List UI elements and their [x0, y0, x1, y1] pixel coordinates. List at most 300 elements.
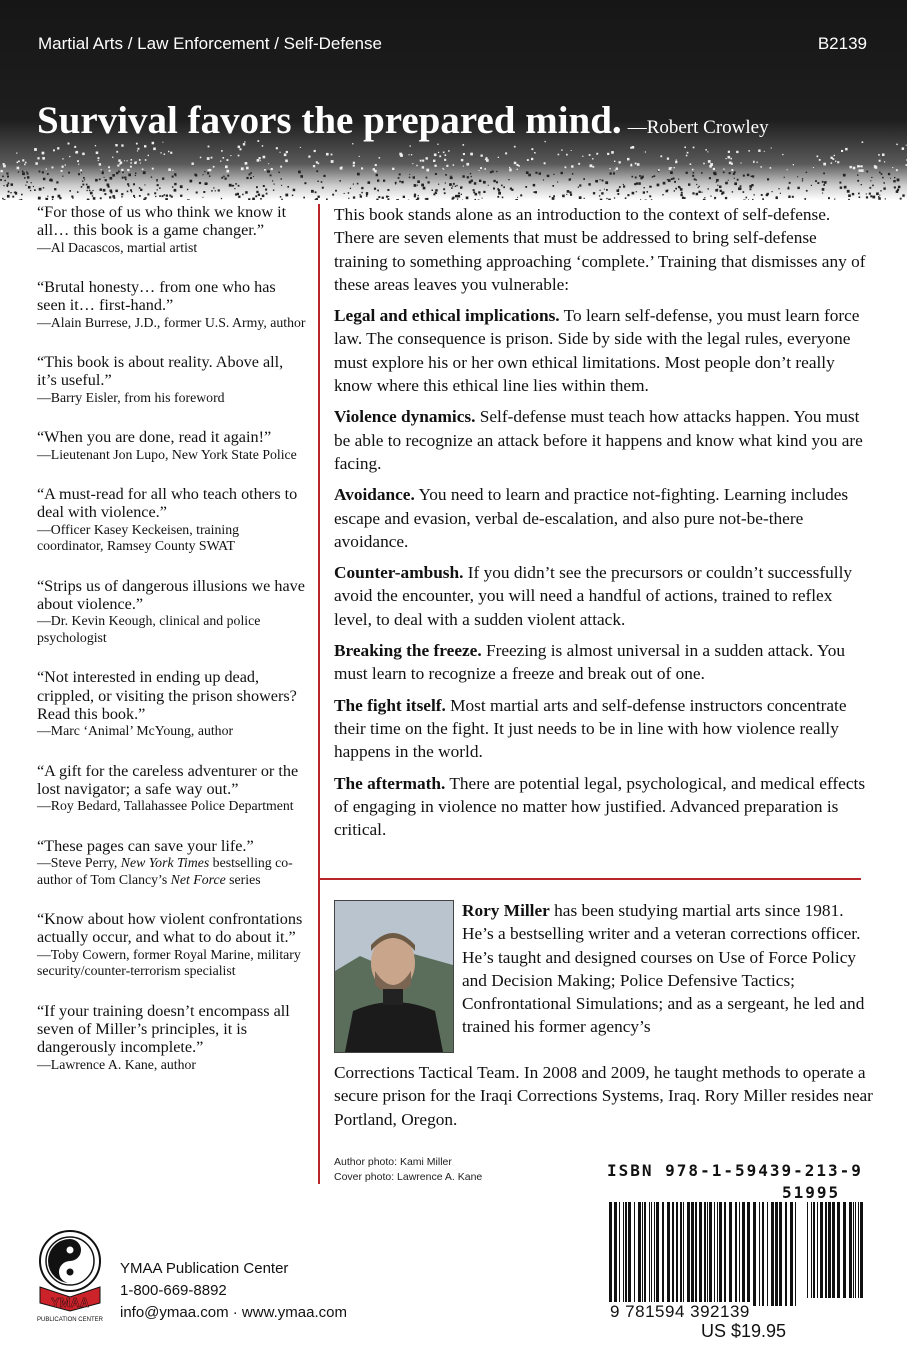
speckle-dot: [900, 198, 902, 200]
speckle-dot: [95, 179, 98, 182]
isbn-text: ISBN 978-1-59439-213-9: [607, 1161, 863, 1180]
speckle-dot: [92, 195, 93, 196]
speckle-dot: [802, 178, 803, 179]
speckle-dot: [24, 164, 26, 166]
speckle-dot: [387, 189, 389, 191]
speckle-dot: [669, 167, 672, 170]
speckle-dot: [709, 177, 711, 179]
speckle-dot: [793, 164, 794, 165]
speckle-dot: [764, 151, 765, 152]
speckle-dot: [461, 159, 463, 161]
speckle-dot: [348, 198, 349, 199]
speckle-dot: [116, 172, 118, 174]
speckle-dot: [445, 154, 447, 156]
speckle-dot: [46, 168, 47, 169]
barcode-bar: [649, 1202, 650, 1306]
speckle-dot: [143, 199, 146, 201]
speckle-dot: [857, 165, 859, 167]
speckle-dot: [680, 194, 682, 196]
speckle-dot: [124, 160, 125, 161]
speckle-dot: [552, 185, 554, 187]
barcode-bar: [767, 1202, 768, 1306]
speckle-dot: [703, 163, 705, 165]
speckle-dot: [331, 160, 334, 163]
speckle-dot: [28, 186, 31, 189]
speckle-dot: [782, 154, 783, 155]
speckle-dot: [72, 197, 73, 198]
speckle-dot: [880, 190, 881, 191]
speckle-dot: [649, 195, 651, 197]
speckle-dot: [890, 178, 891, 179]
barcode-bar: [860, 1202, 863, 1298]
speckle-dot: [701, 192, 702, 193]
speckle-dot: [645, 200, 647, 201]
speckle-dot: [726, 158, 727, 159]
speckle-dot: [122, 177, 124, 179]
speckle-dot: [488, 185, 489, 186]
speckle-dot: [401, 181, 403, 183]
speckle-dot: [848, 194, 851, 197]
speckle-dot: [147, 193, 149, 195]
speckle-dot: [303, 197, 305, 199]
speckle-dot: [245, 162, 248, 165]
author-bio-part1: [462, 899, 872, 1039]
speckle-dot: [841, 150, 843, 152]
speckle-dot: [52, 167, 54, 169]
speckle-dot: [304, 182, 306, 184]
speckle-dot: [0, 179, 2, 181]
speckle-dot: [670, 171, 673, 174]
logo-subtext: PUBLICATION CENTER: [37, 1317, 103, 1323]
speckle-dot: [708, 160, 711, 163]
barcode-bar: [687, 1202, 690, 1306]
speckle-dot: [221, 177, 223, 179]
speckle-dot: [417, 197, 419, 199]
speckle-dot: [238, 146, 241, 149]
speckle-dot: [578, 187, 579, 188]
speckle-dot: [439, 155, 441, 157]
barcode-bar: [855, 1202, 856, 1298]
barcode-bar: [628, 1202, 631, 1306]
speckle-dot: [673, 178, 675, 180]
author-photo: [334, 900, 454, 1053]
speckle-dot: [543, 179, 544, 180]
speckle-dot: [729, 172, 731, 174]
speckle-dot: [457, 195, 460, 198]
speckle-dot: [869, 193, 871, 195]
speckle-dot: [229, 184, 232, 187]
speckle-dot: [27, 173, 29, 175]
speckle-dot: [623, 185, 625, 187]
speckle-dot: [130, 162, 132, 164]
speckle-dot: [421, 184, 424, 187]
speckle-dot: [199, 182, 201, 184]
speckle-dot: [438, 184, 439, 185]
speckle-dot: [557, 182, 558, 183]
speckle-dot: [479, 170, 480, 171]
speckle-dot: [15, 192, 17, 194]
speckle-dot: [859, 169, 861, 171]
speckle-dot: [65, 164, 66, 165]
speckle-dot: [690, 163, 692, 165]
speckle-dot: [255, 195, 257, 197]
speckle-dot: [710, 196, 711, 197]
speckle-dot: [3, 199, 5, 200]
element-title: Violence dynamics.: [334, 407, 476, 427]
barcode-bar: [644, 1202, 646, 1306]
speckle-dot: [168, 151, 169, 152]
speckle-dot: [705, 149, 707, 151]
speckle-dot: [318, 196, 320, 198]
speckle-dot: [139, 187, 141, 189]
speckle-dot: [135, 173, 137, 175]
photo-credits: [334, 1155, 482, 1185]
speckle-dot: [498, 192, 501, 195]
speckle-dot: [752, 199, 753, 200]
barcode-bar: [753, 1202, 756, 1306]
speckle-dot: [18, 171, 19, 172]
speckle-dot: [264, 169, 266, 171]
speckle-dot: [56, 181, 58, 183]
speckle-dot: [492, 171, 494, 173]
speckle-dot: [172, 186, 174, 188]
speckle-dot: [422, 160, 424, 162]
speckle-dot: [451, 177, 453, 179]
speckle-dot: [2, 198, 4, 200]
speckle-dot: [359, 156, 360, 157]
speckle-dot: [859, 166, 860, 167]
speckle-dot: [831, 162, 833, 164]
speckle-dot: [869, 187, 871, 189]
speckle-dot: [752, 175, 754, 177]
speckle-dot: [375, 164, 377, 166]
speckle-dot: [392, 168, 394, 170]
speckle-dot: [498, 189, 500, 191]
barcode-bar: [634, 1202, 635, 1306]
barcode-bar: [775, 1202, 778, 1306]
speckle-dot: [81, 186, 83, 188]
speckle-dot: [274, 184, 275, 185]
speckle-dot: [260, 160, 261, 161]
speckle-dot: [658, 169, 660, 171]
speckle-dot: [445, 182, 446, 183]
speckle-dot: [208, 169, 210, 171]
endorsement-quote: “For those of us who think we know it all… this book is a game changer.”: [37, 203, 287, 240]
speckle-dot: [326, 153, 329, 156]
speckle-dot: [570, 194, 572, 196]
barcode-bar: [704, 1202, 706, 1306]
speckle-dot: [674, 167, 675, 168]
speckle-dot: [99, 163, 101, 165]
element-title: Counter-ambush.: [334, 563, 464, 583]
speckle-dot: [425, 198, 427, 200]
speckle-dot: [875, 166, 878, 169]
speckle-dot: [1, 170, 3, 172]
publication-name: New York Times: [120, 855, 210, 871]
speckle-dot: [300, 147, 301, 148]
speckle-dot: [885, 198, 886, 199]
speckle-dot: [151, 176, 152, 177]
speckle-dot: [455, 186, 456, 187]
author-portrait-drawing: [335, 901, 453, 1052]
endorsements-column: [37, 203, 307, 1095]
speckle-dot: [250, 177, 252, 179]
speckle-dot: [600, 179, 601, 180]
speckle-dot: [592, 158, 593, 159]
speckle-dot: [698, 187, 699, 188]
speckle-dot: [561, 172, 563, 174]
speckle-dot: [140, 189, 142, 191]
speckle-dot: [443, 152, 445, 154]
speckle-dot: [704, 199, 706, 200]
speckle-dot: [225, 166, 228, 169]
speckle-dot: [696, 184, 697, 185]
speckle-dot: [645, 151, 646, 152]
speckle-dot: [238, 155, 240, 157]
speckle-dot: [109, 170, 111, 172]
speckle-dot: [278, 172, 280, 174]
speckle-dot: [174, 173, 176, 175]
speckle-dot: [486, 159, 489, 162]
speckle-dot: [386, 196, 388, 198]
speckle-dot: [789, 182, 791, 184]
speckle-dot: [263, 185, 265, 187]
speckle-dot: [686, 172, 688, 174]
endorsement-quote: “A gift for the careless adventurer or the lost navigator; a safe way out.”: [37, 761, 299, 798]
speckle-dot: [153, 148, 156, 151]
barcode-bar: [625, 1202, 627, 1306]
attribution-text: —Steve Perry,: [37, 855, 121, 871]
speckle-dot: [53, 149, 55, 151]
speckle-dot: [694, 178, 696, 180]
speckle-dot: [122, 172, 124, 174]
barcode-bar: [817, 1202, 818, 1298]
endorsement-quote: “Strips us of dangerous illusions we have about violence.”: [37, 576, 305, 613]
barcode-bar: [825, 1202, 827, 1298]
speckle-dot: [870, 195, 872, 197]
speckle-dot: [466, 163, 469, 166]
speckle-dot: [461, 194, 462, 195]
element-title: Avoidance.: [334, 485, 415, 505]
speckle-dot: [403, 196, 405, 198]
speckle-dot: [631, 164, 633, 166]
endorsement-quote: “Not interested in ending up dead, crippled, or visiting the prison showers? Read this book.”: [37, 668, 297, 723]
speckle-dot: [823, 184, 825, 186]
speckle-dot: [657, 184, 660, 187]
speckle-dot: [837, 161, 839, 163]
speckle-dot: [101, 169, 102, 170]
speckle-dot: [535, 172, 537, 174]
speckle-dot: [134, 162, 136, 164]
speckle-dot: [315, 191, 317, 193]
speckle-dot: [200, 157, 202, 159]
speckle-dot: [748, 150, 750, 152]
publisher-contact: info@ymaa.com · www.ymaa.com: [120, 1304, 347, 1321]
speckle-dot: [47, 173, 49, 175]
speckle-dot: [452, 186, 453, 187]
speckle-dot: [435, 173, 437, 175]
speckle-dot: [482, 198, 483, 199]
speckle-dot: [531, 148, 533, 150]
speckle-dot: [226, 170, 229, 173]
speckle-dot: [520, 194, 522, 196]
category-label: Martial Arts / Law Enforcement / Self-Defense: [38, 34, 382, 53]
speckle-dot: [740, 185, 742, 187]
speckle-dot: [737, 179, 739, 181]
speckle-dot: [160, 152, 161, 153]
speckle-dot: [654, 175, 656, 177]
speckle-dot: [285, 160, 288, 163]
barcode-bar: [676, 1202, 678, 1306]
speckle-dot: [50, 180, 51, 181]
speckle-dot: [743, 175, 745, 177]
speckle-dot: [108, 186, 110, 188]
speckle-dot: [331, 154, 333, 156]
speckle-dot: [730, 158, 732, 160]
speckle-dot: [652, 176, 654, 178]
speckle-dot: [366, 192, 368, 194]
speckle-dot: [432, 190, 434, 192]
speckle-dot: [30, 190, 31, 191]
barcode-bar: [729, 1202, 732, 1306]
speckle-dot: [144, 145, 146, 147]
speckle-dot: [34, 189, 36, 191]
endorsement-quote: “When you are done, read it again!”: [37, 428, 272, 447]
speckle-dot: [850, 166, 852, 168]
barcode-bar: [609, 1202, 612, 1306]
speckle-dot: [118, 159, 120, 161]
speckle-dot: [368, 181, 371, 184]
speckle-dot: [113, 197, 115, 199]
speckle-dot: [382, 197, 384, 199]
speckle-dot: [723, 169, 724, 170]
speckle-dot: [105, 179, 107, 181]
endorsement: [37, 762, 307, 815]
speckle-dot: [39, 188, 42, 191]
speckle-dot: [322, 187, 324, 189]
speckle-dot: [281, 199, 283, 200]
speckle-dot: [728, 180, 729, 181]
speckle-dot: [883, 182, 885, 184]
speckle-dot: [412, 163, 413, 164]
header-speckle-texture: [0, 140, 907, 200]
speckle-dot: [240, 148, 242, 150]
speckle-dot: [42, 171, 44, 173]
speckle-dot: [52, 199, 53, 200]
element-paragraph: [334, 561, 869, 631]
speckle-dot: [897, 189, 899, 191]
speckle-dot: [435, 189, 437, 191]
tagline-quote: Survival favors the prepared mind.: [37, 99, 622, 142]
barcode-bar: [820, 1202, 823, 1298]
speckle-dot: [896, 144, 898, 146]
speckle-dot: [140, 163, 141, 164]
speckle-dot: [762, 198, 764, 200]
speckle-dot: [61, 170, 63, 172]
speckle-dot: [111, 191, 113, 193]
speckle-dot: [428, 181, 430, 183]
speckle-dot: [870, 180, 871, 181]
speckle-dot: [398, 177, 400, 179]
speckle-dot: [444, 192, 446, 194]
element-title: Breaking the freeze.: [334, 641, 482, 661]
speckle-dot: [456, 185, 457, 186]
speckle-dot: [589, 154, 591, 156]
speckle-dot: [638, 182, 641, 185]
speckle-dot: [361, 167, 363, 169]
barcode-bar: [828, 1202, 831, 1298]
speckle-dot: [399, 181, 401, 183]
speckle-dot: [707, 151, 708, 152]
element-title: The fight itself.: [334, 695, 446, 715]
speckle-dot: [81, 172, 82, 173]
speckle-dot: [243, 143, 245, 145]
speckle-dot: [862, 141, 864, 143]
speckle-dot: [82, 181, 83, 182]
speckle-dot: [417, 185, 418, 186]
speckle-dot: [667, 158, 669, 160]
barcode-bar: [795, 1202, 796, 1306]
speckle-dot: [859, 196, 861, 198]
speckle-dot: [496, 181, 498, 183]
speckle-dot: [344, 193, 345, 194]
speckle-dot: [619, 161, 621, 163]
speckle-dot: [19, 200, 21, 201]
speckle-dot: [678, 179, 679, 180]
speckle-dot: [366, 195, 368, 197]
speckle-dot: [164, 154, 166, 156]
tagline: [37, 98, 769, 143]
author-name: Rory Miller: [462, 901, 550, 920]
speckle-dot: [121, 196, 122, 197]
speckle-dot: [154, 192, 156, 194]
speckle-dot: [399, 173, 401, 175]
speckle-dot: [273, 190, 274, 191]
speckle-dot: [409, 177, 411, 179]
speckle-dot: [314, 150, 316, 152]
barcode-bar: [714, 1202, 715, 1306]
speckle-dot: [284, 154, 287, 157]
speckle-dot: [817, 156, 819, 158]
speckle-dot: [414, 194, 416, 196]
speckle-dot: [728, 156, 731, 159]
speckle-dot: [353, 165, 355, 167]
speckle-dot: [637, 163, 640, 166]
speckle-dot: [2, 176, 4, 178]
speckle-dot: [614, 161, 615, 162]
speckle-dot: [220, 161, 221, 162]
speckle-dot: [479, 194, 480, 195]
speckle-dot: [894, 177, 895, 178]
speckle-dot: [644, 187, 645, 188]
endorsement-quote: “A must-read for all who teach others to deal with violence.”: [37, 485, 298, 522]
speckle-dot: [463, 166, 464, 167]
speckle-dot: [823, 173, 825, 175]
speckle-dot: [379, 157, 381, 159]
speckle-dot: [531, 158, 533, 160]
speckle-dot: [445, 174, 447, 176]
speckle-dot: [604, 189, 605, 190]
endorsement: [37, 1002, 307, 1073]
speckle-dot: [483, 181, 486, 184]
speckle-dot: [115, 144, 117, 146]
speckle-dot: [514, 146, 516, 148]
speckle-dot: [190, 180, 193, 183]
speckle-dot: [211, 157, 213, 159]
speckle-dot: [817, 182, 819, 184]
speckle-dot: [374, 170, 377, 173]
speckle-dot: [208, 146, 210, 148]
